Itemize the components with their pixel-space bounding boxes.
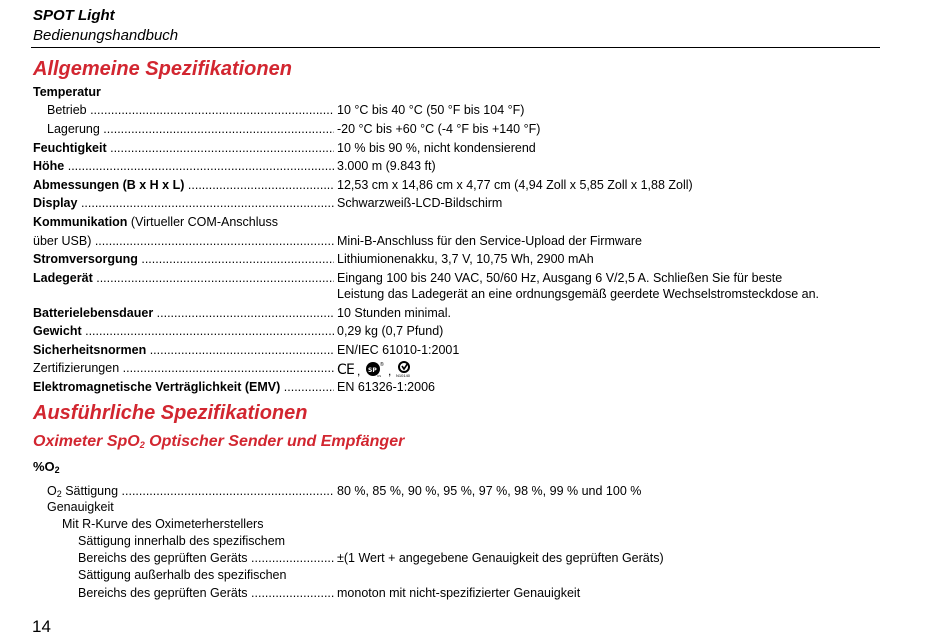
certification-logos-icon bbox=[337, 360, 423, 378]
spec-row-charger bbox=[0, 270, 950, 287]
spec-value: EN/IEC 61010-1:2001 bbox=[337, 343, 460, 357]
spec-label: Bereichs des geprüften Geräts ..... bbox=[78, 585, 334, 602]
spec-row-dimensions bbox=[0, 177, 950, 194]
spec-value: Eingang 100 bis 240 VAC, 50/60 Hz, Ausgang 6 V/2,5 A. Schließen Sie für beste bbox=[337, 271, 783, 285]
section-heading-general: Allgemeine Spezifikationen bbox=[33, 58, 292, 80]
spec-label: Bereichs des geprüften Geräts ..... bbox=[78, 550, 334, 567]
spec-value: EN 61326-1:2006 bbox=[337, 380, 435, 394]
section-heading-detailed: Ausführliche Spezifikationen bbox=[33, 402, 308, 424]
spec-label: Ladegerät bbox=[33, 271, 93, 285]
spec-row-display bbox=[0, 195, 950, 212]
header-divider bbox=[31, 47, 880, 48]
spec-value-charger-line2: Leistung das Ladegerät an eine ordnungsgemäß geerdete Wechselstromsteckdose an. bbox=[337, 287, 820, 301]
spec-value: Lithiumionenakku, 3,7 V, 10,75 Wh, 2900 mAh bbox=[337, 252, 594, 266]
spec-value: 12,53 cm x 14,86 cm x 4,77 cm (4,94 Zoll x 5,85 Zoll x 1,88 Zoll) bbox=[337, 178, 693, 192]
spec-label: Batterielebensdauer bbox=[33, 306, 154, 320]
spec-value: -20 °C bis +60 °C (-4 °F bis +140 °F) bbox=[337, 122, 541, 136]
certification-marks bbox=[337, 360, 423, 378]
spec-value: Schwarzweiß-LCD-Bildschirm bbox=[337, 196, 503, 210]
within-spec-label-line1: Sättigung innerhalb des spezifischem bbox=[78, 534, 286, 548]
svg-text:,: , bbox=[388, 364, 392, 378]
svg-text:US: US bbox=[377, 374, 382, 378]
spec-label: Betrieb ..... bbox=[47, 102, 334, 119]
spec-label: Zertifizierungen ..... bbox=[33, 360, 334, 377]
spec-row-communication bbox=[0, 233, 950, 250]
spec-row-storage bbox=[0, 121, 950, 138]
spec-row-certifications bbox=[0, 360, 950, 377]
o2-heading: $\%O_2$ bbox=[33, 459, 60, 475]
document-title: SPOT Light bbox=[33, 7, 115, 24]
document-subtitle: Bedienungshandbuch bbox=[33, 27, 179, 44]
spec-value: 10 °C bis 40 °C (50 °F bis 104 °F) bbox=[337, 103, 525, 117]
spec-value: monoton mit nicht-spezifizierter Genauigkeit bbox=[337, 586, 581, 600]
spec-row-operating bbox=[0, 102, 950, 119]
spec-value: 0,29 kg (0,7 Pfund) bbox=[337, 324, 444, 338]
spec-label: $O_2$ Sättigung ..... bbox=[47, 483, 334, 503]
spec-label: Abmessungen (B x H x L) bbox=[33, 178, 185, 192]
svg-text:®: ® bbox=[380, 362, 384, 368]
spec-row-power bbox=[0, 251, 950, 268]
accuracy-label: Genauigkeit bbox=[47, 500, 114, 514]
temperature-heading: Temperatur bbox=[33, 85, 101, 99]
spec-row-emc bbox=[0, 379, 950, 396]
spec-value: 10 Stunden minimal. bbox=[337, 306, 451, 320]
spec-label: Stromversorgung bbox=[33, 252, 138, 266]
svg-text:,: , bbox=[357, 364, 361, 378]
spec-row-o2-saturation bbox=[0, 483, 950, 500]
spec-label: Gewicht bbox=[33, 324, 82, 338]
spec-row-outside-spec bbox=[0, 585, 950, 602]
spec-value: ±(1 Wert + angegebene Genauigkeit des geprüften Geräts) bbox=[337, 551, 664, 565]
spec-label: Höhe bbox=[33, 159, 65, 173]
spec-row-weight bbox=[0, 323, 950, 340]
spec-label: Feuchtigkeit bbox=[33, 141, 107, 155]
spec-row-battery-life bbox=[0, 305, 950, 322]
svg-text:N10140: N10140 bbox=[396, 373, 411, 378]
svg-text:C: C bbox=[337, 362, 347, 378]
spec-row-altitude bbox=[0, 158, 950, 175]
spec-value: 10 % bis 90 %, nicht kondensierend bbox=[337, 141, 536, 155]
spec-row-humidity bbox=[0, 140, 950, 157]
spec-label: über USB) ..... bbox=[33, 233, 334, 250]
svg-text:E: E bbox=[346, 362, 355, 378]
spec-label: Elektromagnetische Verträglichkeit (EMV) bbox=[33, 380, 281, 394]
spec-label: Sicherheitsnormen bbox=[33, 343, 147, 357]
r-curve-label: Mit R-Kurve des Oximeterherstellers bbox=[62, 517, 264, 531]
spec-row-within-spec bbox=[0, 550, 950, 567]
section-subheading-oximeter: Oximeter SpO$_2$ Optischer Sender und Empfänger bbox=[33, 433, 405, 450]
spec-label: Lagerung ..... bbox=[47, 121, 334, 138]
spec-value: 80 %, 85 %, 90 %, 95 %, 97 %, 98 %, 99 % und 100 % bbox=[337, 484, 642, 498]
spec-row-safety bbox=[0, 342, 950, 359]
page-number: 14 bbox=[32, 617, 51, 636]
spec-value: Mini-B-Anschluss für den Service-Upload der Firmware bbox=[337, 234, 642, 248]
svg-text:SP: SP bbox=[368, 367, 377, 374]
spec-value: 3.000 m (9.843 ft) bbox=[337, 159, 436, 173]
spec-label-communication: Kommunikation (Virtueller COM-Anschluss bbox=[33, 215, 278, 229]
outside-spec-label-line1: Sättigung außerhalb des spezifischen bbox=[78, 568, 287, 582]
spec-label: Display bbox=[33, 196, 78, 210]
